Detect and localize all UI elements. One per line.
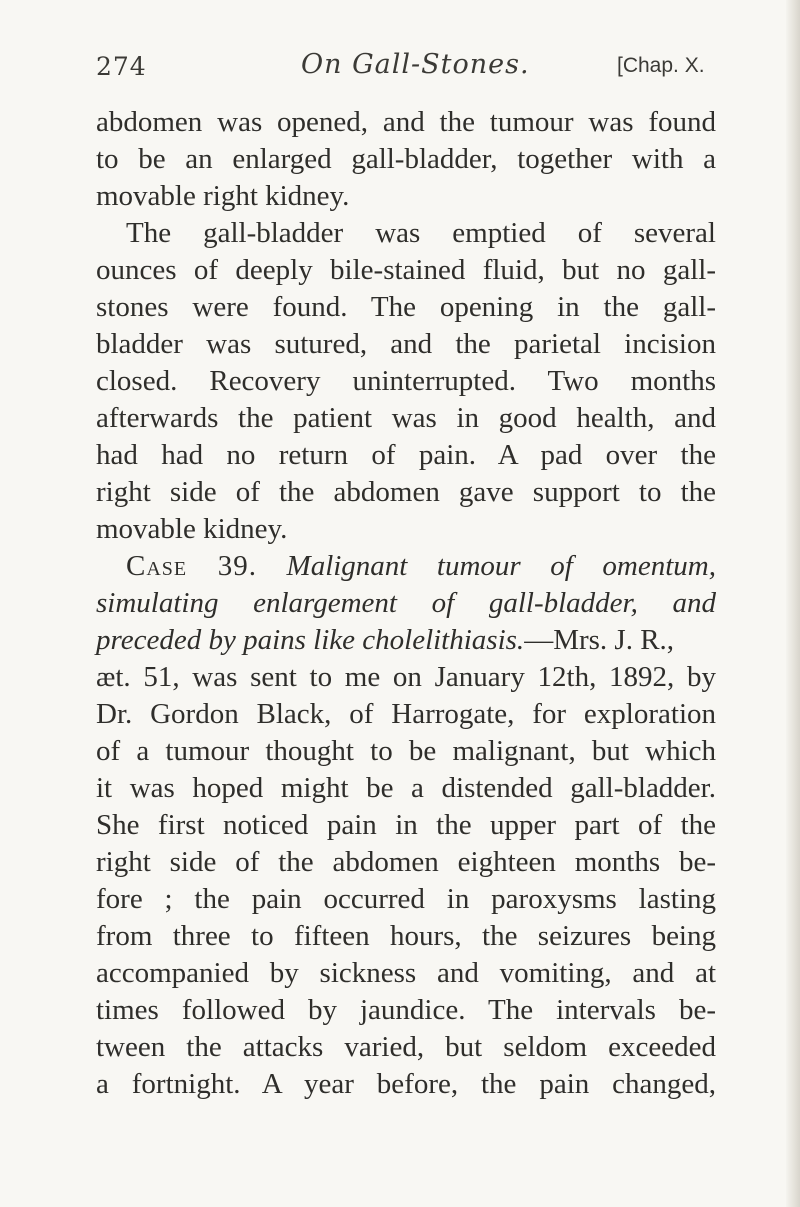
text-line: a fortnight. A year before, the pain changed,	[96, 1068, 716, 1100]
case-label: Case 39.	[126, 550, 257, 582]
case-title-line: simulating enlargement of gall-bladder, and	[96, 587, 716, 619]
body-text	[96, 104, 716, 1103]
text-line: afterwards the patient was in good health, and	[96, 402, 716, 434]
text-line: had had no return of pain. A pad over the	[96, 439, 716, 471]
text-line: it was hoped might be a distended gall-bladder.	[96, 772, 716, 804]
text-line: æt. 51, was sent to me on January 12th, 1892, by	[96, 661, 716, 693]
text-line: Dr. Gordon Black, of Harrogate, for exploration	[96, 698, 716, 730]
text-line: The gall-bladder was emptied of several	[126, 217, 716, 249]
case-heading-line	[96, 548, 716, 585]
text-line: to be an enlarged gall-bladder, together with a	[96, 143, 716, 175]
case-title-part: preceded by pains like cholelithiasis.	[96, 624, 525, 656]
text-line: right side of the abdomen gave support to the	[96, 476, 716, 508]
page-edge-shadow	[786, 0, 800, 1207]
text-line: fore ; the pain occurred in paroxysms lasting	[96, 883, 716, 915]
text-line: movable kidney.	[96, 513, 288, 545]
text-line: from three to fifteen hours, the seizures being	[96, 920, 716, 952]
text-line: right side of the abdomen eighteen months be-	[96, 846, 716, 878]
text-line: times followed by jaundice. The intervals be-	[96, 994, 716, 1026]
text-line: of a tumour thought to be malignant, but which	[96, 735, 716, 767]
text-line: bladder was sutured, and the parietal incision	[96, 328, 716, 360]
text-line: accompanied by sickness and vomiting, and at	[96, 957, 716, 989]
case-title-line	[96, 622, 716, 659]
text-line: stones were found. The opening in the gall-	[96, 291, 716, 323]
page-header	[96, 46, 716, 90]
case-title-part: Malignant tumour of omentum,	[286, 550, 716, 582]
text-line: closed. Recovery uninterrupted. Two months	[96, 365, 716, 397]
text-line: ounces of deeply bile-stained fluid, but no gall-	[96, 254, 716, 286]
running-title: On Gall-Stones.	[301, 49, 530, 80]
page-number: 274	[96, 52, 147, 81]
text-line: abdomen was opened, and the tumour was found	[96, 106, 716, 138]
text-line: She first noticed pain in the upper part of the	[96, 809, 716, 841]
text-line: tween the attacks varied, but seldom exceeded	[96, 1031, 716, 1063]
case-patient-intro: —Mrs. J. R.,	[524, 624, 675, 656]
text-line: movable right kidney.	[96, 180, 350, 212]
chapter-reference: [Chap. X.	[617, 54, 705, 77]
